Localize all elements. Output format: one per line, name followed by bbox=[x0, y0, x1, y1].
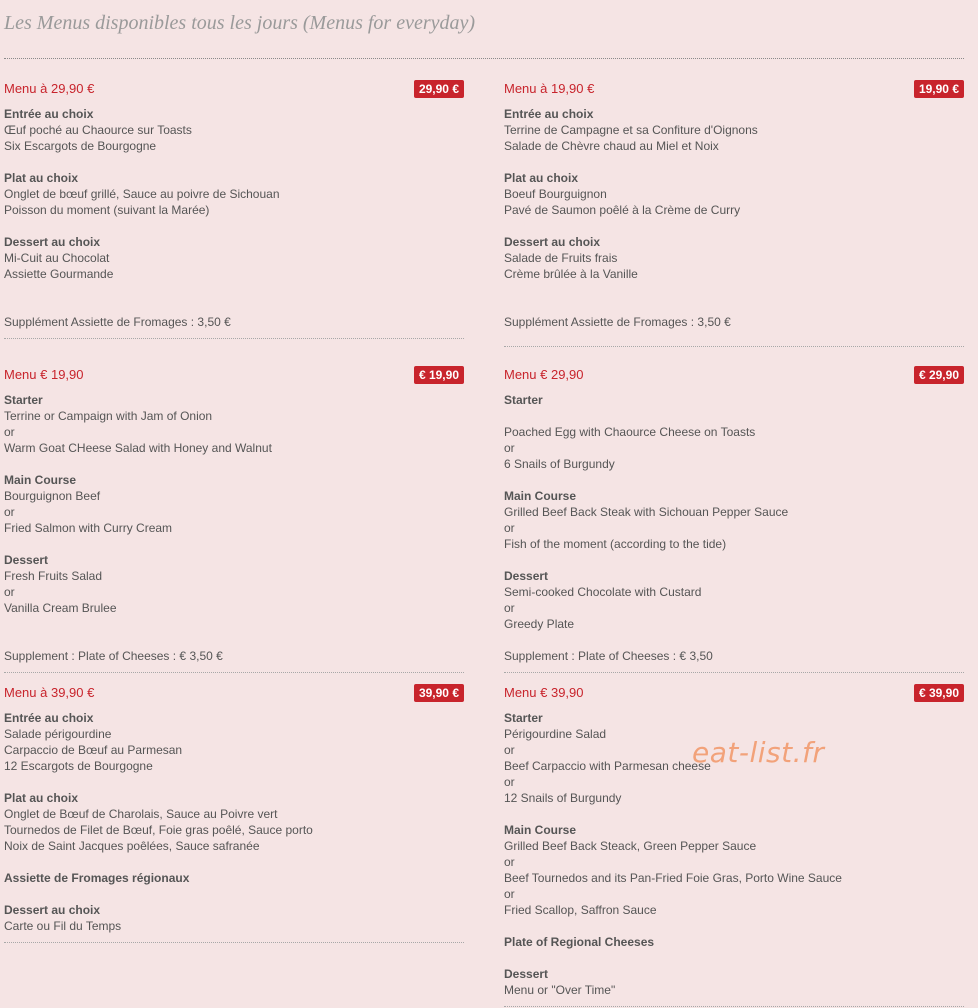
menu-item: Bourguignon Beef bbox=[4, 489, 101, 503]
menu-item: Boeuf Bourguignon bbox=[504, 187, 607, 201]
price-badge: 19,90 € bbox=[914, 80, 964, 98]
menu-body bbox=[4, 392, 464, 648]
menu-header bbox=[4, 684, 464, 704]
menu-body bbox=[504, 106, 964, 314]
menu-item: Poisson du moment (suivant la Marée) bbox=[4, 203, 210, 217]
spacer bbox=[4, 616, 464, 632]
course-heading: Assiette de Fromages régionaux bbox=[4, 871, 190, 885]
course-heading: Starter bbox=[504, 711, 543, 725]
course-heading: Entrée au choix bbox=[504, 107, 594, 121]
menu-item: Périgourdine Salad bbox=[504, 727, 607, 741]
spacer bbox=[4, 456, 464, 472]
menu-item: or bbox=[4, 425, 15, 439]
course-heading: Dessert au choix bbox=[4, 235, 101, 249]
course-heading: Dessert au choix bbox=[504, 235, 601, 249]
menu-name: Menu € 19,90 bbox=[4, 367, 84, 382]
course-heading: Starter bbox=[504, 393, 543, 407]
course-heading: Dessert bbox=[504, 967, 549, 981]
menu-name: Menu à 39,90 € bbox=[4, 685, 95, 700]
menu-item: Menu or "Over Time" bbox=[504, 983, 616, 997]
menu-item: or bbox=[504, 441, 515, 455]
menu-item: Terrine or Campaign with Jam of Onion bbox=[4, 409, 213, 423]
spacer bbox=[504, 632, 964, 648]
menu-item: Greedy Plate bbox=[504, 617, 575, 631]
spacer bbox=[4, 632, 464, 648]
course-heading: Plate of Regional Cheeses bbox=[504, 935, 655, 949]
menu-item: or bbox=[504, 887, 515, 901]
spacer bbox=[4, 774, 464, 790]
menu-divider bbox=[4, 338, 464, 339]
course-heading: Dessert au choix bbox=[4, 903, 101, 917]
menu-item: Warm Goat CHeese Salad with Honey and Walnut bbox=[4, 441, 272, 455]
course-heading: Starter bbox=[4, 393, 43, 407]
menu-body bbox=[504, 392, 964, 648]
course-heading: Main Course bbox=[504, 823, 577, 837]
menu-item: Fresh Fruits Salad bbox=[4, 569, 103, 583]
menu-item: Crème brûlée à la Vanille bbox=[504, 267, 638, 281]
menu-item: or bbox=[504, 743, 515, 757]
menu-block bbox=[504, 80, 964, 347]
price-badge: 39,90 € bbox=[414, 684, 464, 702]
course-heading: Entrée au choix bbox=[4, 107, 94, 121]
course-heading: Plat au choix bbox=[4, 171, 79, 185]
menu-item: Poached Egg with Chaource Cheese on Toasts bbox=[504, 425, 756, 439]
menu-body bbox=[4, 106, 464, 314]
menu-item: Salade de Fruits frais bbox=[504, 251, 618, 265]
supplement-text: Supplement : Plate of Cheeses : € 3,50 bbox=[504, 649, 713, 663]
menu-item: Salade périgourdine bbox=[4, 727, 112, 741]
spacer bbox=[4, 282, 464, 298]
menu-item: Beef Carpaccio with Parmesan cheese bbox=[504, 759, 711, 773]
menu-block bbox=[504, 684, 964, 1007]
menu-item: Beef Tournedos and its Pan-Fried Foie Gras, Porto Wine Sauce bbox=[504, 871, 842, 885]
course-heading: Dessert bbox=[4, 553, 49, 567]
menu-divider bbox=[4, 672, 464, 673]
menu-header bbox=[4, 80, 464, 100]
menu-item: Assiette Gourmande bbox=[4, 267, 114, 281]
menu-item: or bbox=[504, 775, 515, 789]
menu-item: Vanilla Cream Brulee bbox=[4, 601, 117, 615]
menu-item: or bbox=[504, 601, 515, 615]
menu-name: Menu € 39,90 bbox=[504, 685, 584, 700]
menu-block bbox=[4, 80, 464, 339]
spacer bbox=[504, 552, 964, 568]
price-badge: € 19,90 bbox=[414, 366, 464, 384]
menu-name: Menu à 29,90 € bbox=[4, 81, 95, 96]
menu-item: Pavé de Saumon poêlé à la Crème de Curry bbox=[504, 203, 741, 217]
spacer bbox=[504, 806, 964, 822]
menu-header bbox=[504, 80, 964, 100]
menu-item: Grilled Beef Back Steak with Sichouan Pepper Sauce bbox=[504, 505, 789, 519]
menu-item: Noix de Saint Jacques poêlées, Sauce safranée bbox=[4, 839, 260, 853]
spacer bbox=[504, 218, 964, 234]
spacer bbox=[4, 298, 464, 314]
spacer bbox=[504, 298, 964, 314]
menu-header bbox=[4, 366, 464, 386]
menu-item: or bbox=[504, 855, 515, 869]
price-badge: € 39,90 bbox=[914, 684, 964, 702]
menu-divider bbox=[504, 346, 964, 347]
course-heading: Dessert bbox=[504, 569, 549, 583]
menu-item: Six Escargots de Bourgogne bbox=[4, 139, 157, 153]
menu-block bbox=[4, 684, 464, 943]
menu-item: Grilled Beef Back Steack, Green Pepper Sauce bbox=[504, 839, 757, 853]
menu-item: Onglet de Bœuf de Charolais, Sauce au Poivre vert bbox=[4, 807, 278, 821]
menu-item: Carte ou Fil du Temps bbox=[4, 919, 122, 933]
menu-item: Fried Salmon with Curry Cream bbox=[4, 521, 173, 535]
spacer bbox=[4, 536, 464, 552]
supplement-text: Supplément Assiette de Fromages : 3,50 € bbox=[4, 315, 231, 329]
menu-item: Salade de Chèvre chaud au Miel et Noix bbox=[504, 139, 719, 153]
menu-block bbox=[504, 366, 964, 673]
course-heading: Main Course bbox=[4, 473, 77, 487]
course-heading: Plat au choix bbox=[4, 791, 79, 805]
menu-item: or bbox=[4, 505, 15, 519]
spacer bbox=[4, 886, 464, 902]
price-badge: 29,90 € bbox=[414, 80, 464, 98]
course-heading: Main Course bbox=[504, 489, 577, 503]
menu-item: 12 Snails of Burgundy bbox=[504, 791, 622, 805]
menu-divider bbox=[4, 942, 464, 943]
menu-item: Terrine de Campagne et sa Confiture d'Oignons bbox=[504, 123, 758, 137]
menu-item: Tournedos de Filet de Bœuf, Foie gras poêlé, Sauce porto bbox=[4, 823, 313, 837]
menu-header bbox=[504, 684, 964, 704]
menu-item: Fish of the moment (according to the tide) bbox=[504, 537, 727, 551]
supplement-text: Supplément Assiette de Fromages : 3,50 € bbox=[504, 315, 731, 329]
supplement-text: Supplement : Plate of Cheeses : € 3,50 € bbox=[4, 649, 223, 663]
page-title: Les Menus disponibles tous les jours (Menus for everyday) bbox=[4, 12, 476, 34]
menu-item: or bbox=[504, 521, 515, 535]
menu-item: Œuf poché au Chaource sur Toasts bbox=[4, 123, 192, 137]
menu-item: Semi-cooked Chocolate with Custard bbox=[504, 585, 702, 599]
menu-item: Fried Scallop, Saffron Sauce bbox=[504, 903, 657, 917]
price-badge: € 29,90 bbox=[914, 366, 964, 384]
menu-divider bbox=[504, 1006, 964, 1007]
spacer bbox=[504, 472, 964, 488]
watermark-text: eat-list.fr bbox=[692, 736, 825, 769]
spacer bbox=[504, 408, 964, 424]
menu-item: Onglet de bœuf grillé, Sauce au poivre de Sichouan bbox=[4, 187, 280, 201]
menu-name: Menu € 29,90 bbox=[504, 367, 584, 382]
spacer bbox=[4, 854, 464, 870]
menu-divider bbox=[504, 672, 964, 673]
course-heading: Plat au choix bbox=[504, 171, 579, 185]
menu-item: 12 Escargots de Bourgogne bbox=[4, 759, 153, 773]
menu-item: 6 Snails of Burgundy bbox=[504, 457, 615, 471]
spacer bbox=[504, 282, 964, 298]
spacer bbox=[504, 918, 964, 934]
menu-body bbox=[4, 710, 464, 934]
spacer bbox=[504, 950, 964, 966]
course-heading: Entrée au choix bbox=[4, 711, 94, 725]
spacer bbox=[4, 154, 464, 170]
title-divider bbox=[4, 58, 964, 59]
menu-name: Menu à 19,90 € bbox=[504, 81, 595, 96]
menu-header bbox=[504, 366, 964, 386]
menu-item: or bbox=[4, 585, 15, 599]
menu-block bbox=[4, 366, 464, 673]
spacer bbox=[504, 154, 964, 170]
menu-item: Carpaccio de Bœuf au Parmesan bbox=[4, 743, 183, 757]
menu-item: Mi-Cuit au Chocolat bbox=[4, 251, 110, 265]
spacer bbox=[4, 218, 464, 234]
